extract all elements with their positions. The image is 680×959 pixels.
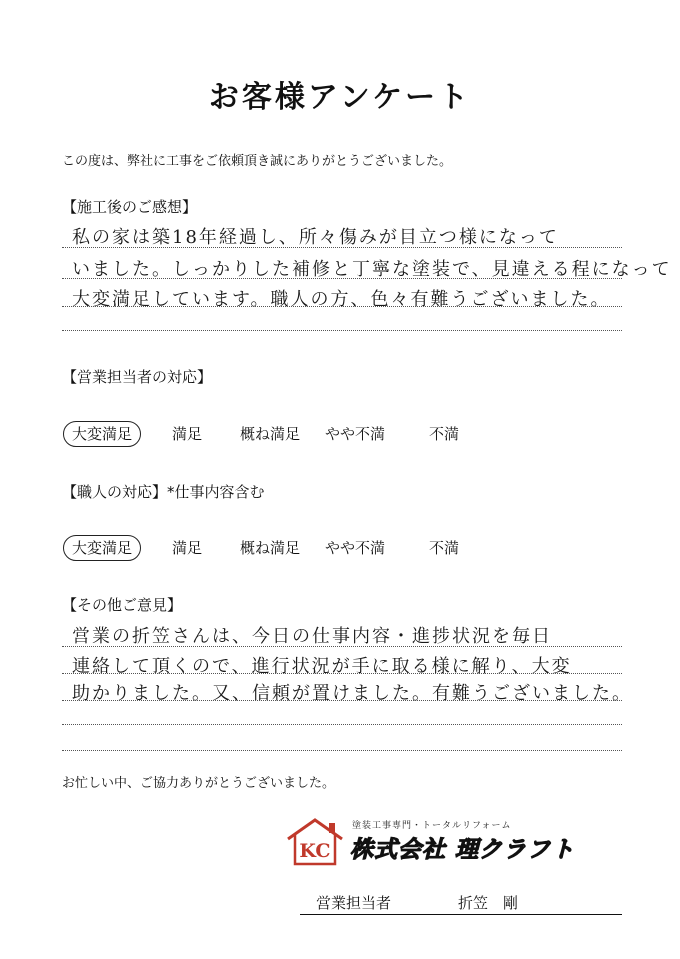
dotted-line [62, 750, 622, 751]
sales-option-very-satisfied [72, 423, 141, 444]
sales-option-satisfied: 満足 [172, 425, 203, 443]
signature-line [300, 914, 622, 915]
craftsman-response-heading [62, 481, 265, 502]
company-tagline: 塗装工事専門・トータルリフォーム [352, 821, 512, 831]
company-logo [284, 817, 624, 869]
craftsman-heading-note: *仕事内容含む [167, 483, 265, 501]
dotted-line [62, 247, 622, 248]
craftsman-option-very-satisfied [72, 537, 141, 558]
impressions-line-2: いました。しっかりした補修と丁寧な塗装で、見違える程になって [72, 259, 672, 280]
sales-option-mostly-satisfied: 概ね満足 [240, 425, 301, 443]
closing-text: お忙しい中、ご協力ありがとうございました。 [62, 776, 336, 791]
dotted-line [62, 278, 622, 279]
craftsman-option-dissatisfied: 不満 [429, 539, 460, 557]
dotted-line [62, 646, 622, 647]
impressions-line-3: 大変満足しています。職人の方、色々有難うございました。 [72, 289, 611, 310]
page-title: お客様アンケート [208, 80, 472, 115]
opinions-line-2: 連絡して頂くので、進行状況が手に取る様に解り、大変 [72, 656, 572, 677]
dotted-line [62, 700, 622, 701]
sales-response-heading: 【営業担当者の対応】 [62, 368, 213, 386]
sales-option-dissatisfied: 不満 [429, 425, 460, 443]
opinions-line-3: 助かりました。又、信頼が置けました。有難うございました。 [72, 683, 632, 704]
impressions-line-1: 私の家は築18年経過し、所々傷みが目立つ様になって [72, 227, 559, 248]
signature-name: 折笠 剛 [458, 894, 519, 912]
craftsman-option-mostly-satisfied: 概ね満足 [240, 539, 301, 557]
dotted-line [62, 330, 622, 331]
sales-option-somewhat-dissatisfied: やや不満 [325, 425, 386, 443]
selected-circle: 大変満足 [63, 421, 141, 447]
impressions-heading: 【施工後のご感想】 [62, 198, 198, 216]
company-name: 株式会社 理クラフト [350, 837, 576, 863]
logo-letters: KC [299, 840, 331, 862]
other-opinions-heading: 【その他ご意見】 [62, 596, 183, 614]
dotted-line [62, 724, 622, 725]
signature-label: 営業担当者 [316, 894, 392, 912]
craftsman-heading-label: 【職人の対応】 [62, 483, 168, 501]
opinions-line-1: 営業の折笠さんは、今日の仕事内容・進捗状況を毎日 [72, 626, 552, 647]
dotted-line [62, 673, 622, 674]
craftsman-option-satisfied: 満足 [172, 539, 203, 557]
dotted-line [62, 306, 622, 307]
house-logo-icon [284, 817, 346, 867]
selected-circle: 大変満足 [63, 535, 141, 561]
intro-text: この度は、弊社に工事をご依頼頂き誠にありがとうございました。 [62, 154, 453, 169]
craftsman-option-somewhat-dissatisfied: やや不満 [325, 539, 386, 557]
